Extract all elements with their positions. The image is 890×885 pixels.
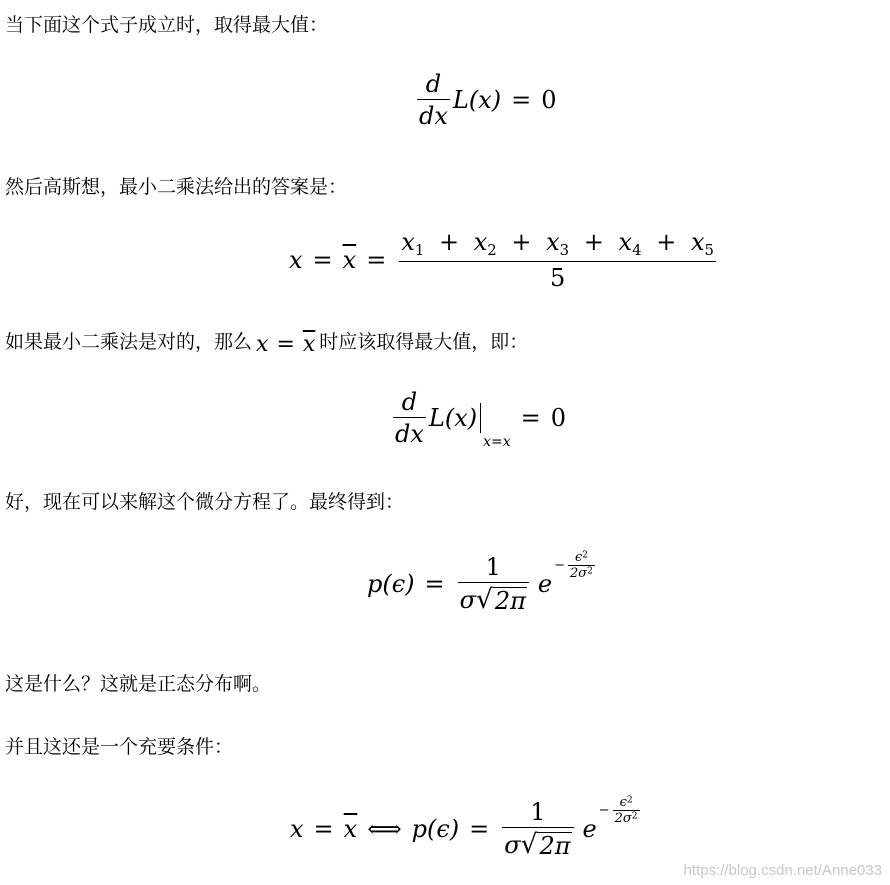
- exponent-numerator: [618, 795, 635, 810]
- density-term: p(ϵ): [411, 815, 460, 844]
- radicand: 2π: [539, 832, 571, 861]
- exponent-numerator: [573, 550, 590, 565]
- euler-e: e: [537, 570, 553, 599]
- square-root: [476, 584, 527, 616]
- two-sigma: 2σ: [570, 566, 588, 582]
- term-x4: x: [618, 228, 633, 256]
- subscript-1: 1: [414, 241, 425, 260]
- exponential: [582, 795, 643, 844]
- variable-x: x: [256, 332, 269, 357]
- exponent-fraction: [568, 550, 595, 581]
- epsilon-symbol: ϵ: [574, 550, 583, 566]
- equation-mean: [289, 228, 719, 293]
- normalizer-fraction: [502, 798, 573, 861]
- paragraph-text-after: 时应该取得最大值，即：: [319, 331, 529, 353]
- iff-arrow: ⟺: [367, 815, 402, 844]
- zero-value: 0: [541, 86, 557, 114]
- two-sigma: 2σ: [614, 811, 632, 827]
- paragraph-condition: 当下面这个式子成立时，取得最大值：: [5, 14, 329, 36]
- term-x2: x: [473, 228, 488, 256]
- equals-sign: =: [366, 246, 387, 275]
- inline-equation: [256, 332, 315, 357]
- evaluation-bar: [480, 403, 481, 433]
- paragraph-necessary-sufficient: 并且这还是一个充要条件：: [5, 736, 234, 758]
- equals-sign: =: [469, 815, 490, 844]
- normalizer-fraction: [458, 553, 529, 616]
- variable-x: x: [289, 246, 303, 275]
- radical-sign: √: [520, 829, 538, 860]
- fraction-numerator: 1: [530, 798, 546, 826]
- plus-sign: +: [656, 228, 677, 256]
- equals-sign: =: [276, 332, 295, 357]
- variable-x-bar: $\overline{x}$: [302, 332, 316, 357]
- plus-sign: +: [438, 228, 460, 256]
- equation-derivative-zero: [414, 72, 557, 128]
- subscript-2: 2: [487, 241, 497, 260]
- derivative-fraction: [393, 390, 426, 446]
- superscript-2: 2: [582, 550, 589, 561]
- equals-sign: =: [511, 86, 532, 114]
- euler-e: e: [582, 815, 597, 844]
- fraction-denominator: [502, 828, 573, 861]
- minus-sign: −: [554, 558, 566, 574]
- equation-evaluated-derivative: [390, 388, 567, 450]
- term-x5: x: [690, 228, 705, 256]
- likelihood-term: L(x): [428, 404, 478, 432]
- equation-iff: [290, 795, 643, 861]
- epsilon-symbol: ϵ: [619, 795, 627, 811]
- fraction-numerator: 1: [485, 553, 501, 581]
- sigma-symbol: σ: [459, 586, 477, 614]
- variable-x-bar: $\overline{x}$: [342, 246, 357, 275]
- exponent: [599, 795, 643, 826]
- term-x3: x: [546, 228, 560, 256]
- equals-sign: =: [312, 246, 333, 275]
- superscript-2: 2: [587, 566, 593, 577]
- fraction-denominator: dx: [419, 102, 448, 130]
- density-term: p(ϵ): [367, 570, 415, 599]
- mean-denominator: 5: [549, 264, 566, 293]
- evaluation-subscript: x=x: [483, 434, 511, 450]
- superscript-2: 2: [631, 811, 638, 822]
- fraction-denominator: [458, 583, 529, 616]
- superscript-2: 2: [626, 795, 633, 806]
- equals-sign: =: [313, 815, 334, 844]
- equation-normal-distribution: [367, 550, 598, 616]
- paragraph-least-squares: [5, 330, 529, 357]
- fraction-numerator: d: [425, 70, 442, 98]
- watermark-url: https://blog.csdn.net/Anne033: [683, 862, 882, 879]
- equals-sign: =: [520, 404, 541, 432]
- subscript-5: 5: [704, 241, 714, 260]
- subscript-3: 3: [559, 241, 570, 260]
- likelihood-term: L(x): [452, 86, 502, 114]
- fraction-denominator: dx: [395, 420, 424, 448]
- exponent-denominator: [568, 566, 595, 581]
- subscript-4: 4: [632, 241, 642, 260]
- square-root: [520, 829, 572, 861]
- mean-numerator: [399, 230, 716, 261]
- radical-sign: √: [476, 584, 493, 615]
- paragraph-text-before: 如果最小二乘法是对的，那么: [5, 331, 253, 353]
- sigma-symbol: σ: [504, 831, 521, 859]
- mean-fraction: [399, 228, 716, 293]
- paragraph-gauss: 然后高斯想，最小二乘法给出的答案是：: [5, 176, 348, 198]
- minus-sign: −: [598, 803, 610, 819]
- exponent-fraction: [613, 795, 640, 826]
- exponent: [554, 550, 598, 581]
- variable-x: x: [290, 815, 304, 844]
- plus-sign: +: [511, 228, 532, 256]
- paragraph-differential-equation: 好，现在可以来解这个微分方程了。最终得到：: [5, 491, 405, 513]
- exponential: [537, 550, 598, 599]
- variable-x-bar: $\overline{x}$: [343, 815, 358, 844]
- derivative-fraction: [417, 72, 450, 128]
- fraction-numerator: d: [401, 388, 418, 416]
- paragraph-normal-distribution: 这是什么？这就是正态分布啊。: [5, 673, 272, 695]
- radicand: 2π: [494, 587, 526, 616]
- equals-sign: =: [424, 570, 445, 599]
- term-x1: x: [401, 228, 415, 256]
- zero-value: 0: [550, 404, 567, 432]
- exponent-denominator: [613, 811, 640, 826]
- plus-sign: +: [583, 228, 604, 256]
